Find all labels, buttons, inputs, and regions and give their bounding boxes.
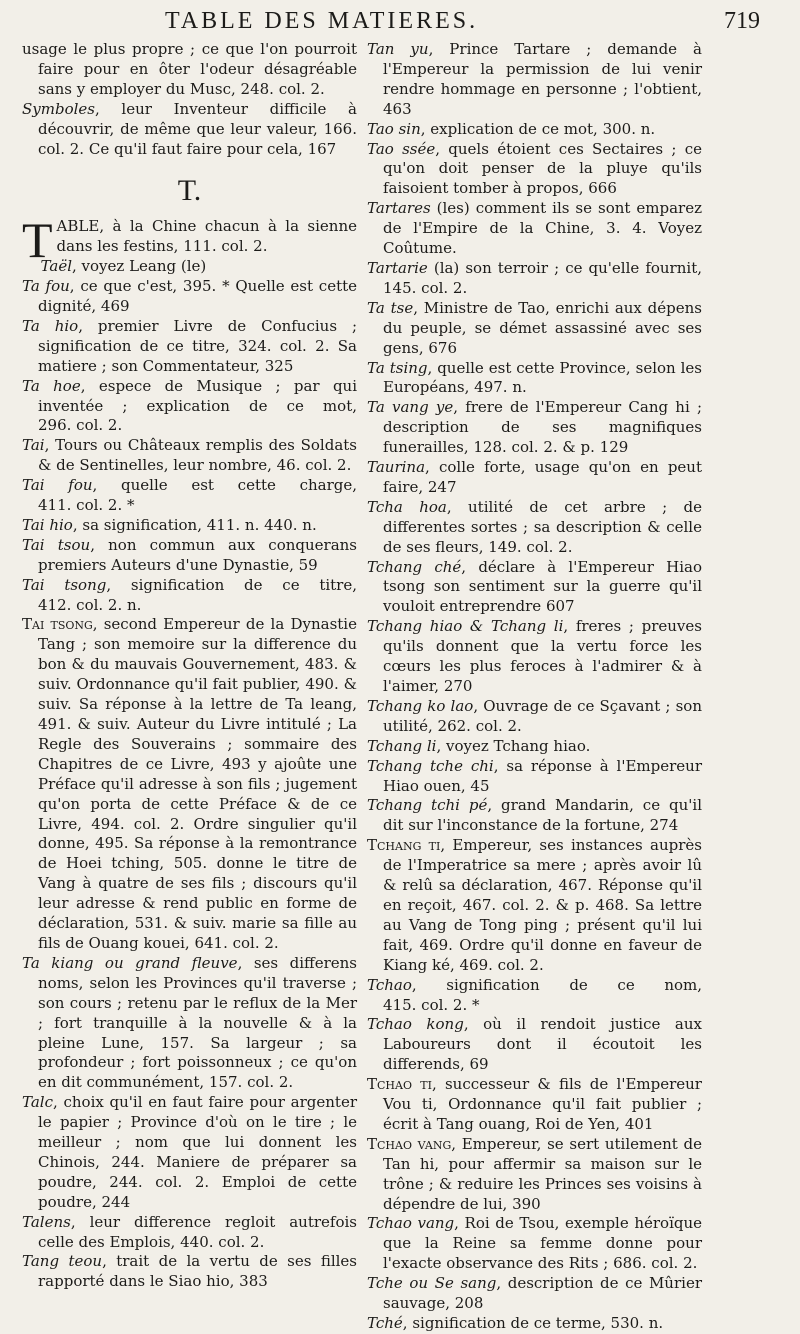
index-entry [367,697,702,737]
entry-text: , Empereur, ses instances auprès de l'Imperatrice sa mere ; après avoir lû & relû sa déclaration, 467. Réponse qu'il en reçoit, 467. col. 2. & p. 468. Sa lettre au Vang de Tong ping ; présent qu'il lui fait, 469. Ordre qu'il donne en faveur de Kiang ké, [383,836,702,974]
entry-heading: Talc [22,1093,53,1112]
entry-heading: Tchang ko lao [367,696,474,715]
entry-ref: 247 [427,477,457,496]
entry-ref: 248. col. 2. [240,79,325,98]
entry-heading: Ta tsing [367,358,428,377]
entry-text: , explication de ce mot, [420,119,598,138]
entry-ref: 676 [428,338,458,357]
entry-ref: 45 [470,776,490,795]
entry-heading: Tche ou Se sang [367,1274,497,1293]
entry-ref: 411. n. 440. n. [206,515,317,534]
index-entry [367,558,702,618]
entry-ref: 46. col. 2. [276,456,352,475]
entry-heading: Ta hoe [22,376,81,395]
index-entry [367,757,702,797]
index-entry [367,140,702,200]
entry-ref: 390 [512,1194,541,1213]
entry-text: , voyez Tchang hiao. [436,736,591,755]
entry-ref: 686. col. 2. [613,1254,698,1273]
left-column [22,40,357,1292]
entry-text: , ses differens noms, selon les Provinces qu'il traverse ; son cours ; retenu par le reflux de la Mer ; fort tranquille à la nouvelle & à la pleine Lune, 157. Sa largeur ; sa profondeur ; fort poissonneux ; ce qu'on en dit communément, [38,953,357,1092]
index-entry [22,576,357,616]
entry-ref: 111. col. 2. [183,237,268,256]
entry-text: , Roi de Tsou, exemple héroïque que la Reine sa femme donne pour l'exacte observance des Rits ; [383,1214,703,1273]
entry-ref: 244 [101,1192,131,1211]
entry-ref: 469 [100,296,130,315]
entry-text: , leur difference regloit autrefois celle des Emplois, [38,1212,357,1251]
entry-ref: 666 [588,179,617,198]
dropcap-letter: T [22,212,53,269]
index-entry [367,796,702,836]
entry-ref: 411. col. 2. * [38,496,135,515]
left-top-entries [22,40,357,159]
entry-heading: Tang teou [22,1252,103,1271]
entry-ref: 401 [624,1114,654,1133]
index-entry [367,299,702,359]
entry-heading: Tai fou [22,476,93,495]
entry-text: , premier Livre de Confucius ; signification de ce titre, 324. col. 2. Sa matiere ; son Commentateur, [38,316,357,375]
entry-heading: Tché [367,1314,403,1332]
entry-ref: 262. col. 2. [437,716,522,735]
entry-heading: Taël [40,257,73,276]
entry-heading: Tartarie [367,258,428,277]
index-entry [367,976,702,1016]
entry-heading: Tchao [367,975,412,994]
entry-heading: Ta kiang ou grand fleuve [22,953,238,972]
index-entry [22,100,357,160]
index-entry [22,1252,357,1292]
index-entry [367,498,702,558]
index-entry [367,259,702,299]
entry-ref: 128. col. 2. & p. 129 [473,438,629,457]
index-entry [22,317,357,377]
entry-text: (la) son terroir ; ce qu'elle fournit, [427,258,702,277]
entry-text: , signification de ce nom, [411,975,702,994]
letter-heading: T. [177,174,202,208]
left-entries [22,257,357,1292]
entry-ref: 641. col. 2. [194,933,279,952]
entry-heading: Tchao kong [367,1015,464,1034]
entry-text: usage le plus propre ; ce que l'on pourroit faire pour en ôter l'odeur désagréable sans y employer du Musc, [22,40,357,98]
entry-heading: Taurina [367,458,426,477]
right-column [367,40,702,1334]
entry-text: , trait de la vertu de ses filles rapporté dans le Siao hio, [38,1252,357,1291]
entry-text: , déclare à l'Empereur Hiao tsong son sentiment sur la guerre qu'il vouloit entreprendre [383,557,702,616]
entry-heading: Tan yu [367,40,429,58]
entry-text: , voyez Leang (le) [72,257,207,276]
entry-text: , leur Inventeur difficile à découvrir, de même que leur valeur, 166. col. 2. Ce qu'il faut faire pour cela, [38,99,357,158]
entry-ref: 440. col. 2. [180,1232,265,1251]
entry-heading: Tai tsou [22,535,91,554]
entry-ref: 463 [383,99,412,118]
entry-text: , freres ; preuves qu'ils donnent que la vertu force les cœurs les plus feroces à l'admirer & à l'aimer, [383,617,702,695]
entry-text: , signification de ce terme, [402,1314,606,1332]
entry-ref: 412. col. 2. n. [38,595,142,614]
entry-heading: Tao sin [367,119,421,138]
index-entry [367,458,702,498]
entry-heading: Tai tsong [22,615,93,634]
index-entry [367,398,702,458]
running-head [0,8,800,40]
entry-ref: 607 [545,597,575,616]
entry-ref: 469. col. 2. [459,955,544,974]
entry-ref: 270 [443,677,473,695]
entry-ref: 157. col. 2. [208,1073,294,1092]
entry-text: , Empereur, se sert utilement de Tan hi, pour affermir sa maison sur le trône ; & reduire les Princes ses voisins à dépendre de lui, [383,1134,702,1213]
index-entry [367,737,702,757]
entry-text: (les) comment ils se sont emparez de l'Empire de la Chine, 3. 4. Voyez Coûtume. [383,199,702,258]
index-entry [22,40,357,100]
entry-text: , où il rendoit justice aux Laboureurs dont il écoutoit les differends, [383,1015,702,1074]
entry-text: ABLE, à la Chine chacun à la sienne dans les festins, [56,217,357,256]
entry-ref: 530. n. [610,1314,664,1332]
entry-ref: 383 [239,1272,268,1291]
entry-heading: Tcha hoa [367,497,447,516]
entry-heading: Tartares [367,199,431,218]
entry-heading: Tchang tche chi [367,756,494,775]
entry-text: , Prince Tartare ; demande à l'Empereur la permission de lui venir rendre hommage en personne ; l'obtient, [383,40,702,98]
entry-text: , ce que c'est, 395. * Quelle est cette dignité, [38,277,357,315]
entry-heading: Tchao ti [367,1075,432,1094]
index-entry [367,40,702,120]
entry-ref: 69 [469,1055,489,1074]
entry-text: , second Empereur de la Dynastie Tang ; son memoire sur la difference du bon & du mauvais Gouvernement, 483. & suiv. Ordonnance qu'il fait publier, 490. & suiv. Sa réponse à la lettre de Ta leang, 491. & suiv. Auteur du Livre intitulé ; La Regle des Souverains ; sommaire des Chapitres de ce Livre, 493 y ajoûte une Préface qu'il adresse à son fils ; jugement qu'on porta de cette Préface & de ce Livre, 494. col. 2. Ordre singulier qu'il donne, 495. Sa réponse à la remontrance de Hoei tching, 505. donne le titre de Vang à quatre de ses fils ; discours qu'il leur adresse & rend public en forme de déclaration, 531. & suiv. marie sa fille au fils de Ouang kouei, [38,615,357,952]
entry-text: , sa réponse à l'Empereur Hiao ouen, [383,756,702,795]
index-entry [22,257,357,277]
entry-heading: Tchang ché [367,557,462,576]
index-entry [367,1274,702,1314]
entry-text: , colle forte, usage qu'on en peut faire, [383,458,702,496]
index-entry [367,1075,702,1135]
entry-heading: Tchang tchi pé [367,796,488,815]
index-entry [367,199,702,259]
entry-heading: Tchao vang [367,1134,452,1153]
entry-text: , description de ce Mûrier sauvage, [383,1274,702,1313]
entry-heading: Ta vang ye [367,398,454,417]
entry-text: , non commun aux conquerans premiers Auteurs d'une Dynastie, [38,535,357,574]
entry-text: , Ouvrage de ce Sçavant ; son utilité, [383,696,702,735]
entry-heading: Tchao vang [367,1214,455,1233]
entry-text: , frere de l'Empereur Cang hi ; description de ses magnifiques funerailles, [383,398,702,457]
index-entry [367,1214,702,1274]
index-entry [367,1314,702,1334]
index-entry [367,359,702,399]
entry-ref: 325 [264,356,294,375]
index-entry [22,615,357,953]
entry-heading: Talens [22,1212,71,1231]
entry-heading: Ta hio [22,316,79,335]
entry-heading: Tai tsong [22,575,107,594]
index-entry [22,377,357,437]
entry-heading: Ta fou [22,277,70,296]
index-entry [367,1015,702,1075]
entry-ref: 145. col. 2. [383,278,468,297]
entry-ref: 497. n. [474,378,527,397]
entry-ref: 167 [307,139,337,158]
entry-text: , utilité de cet arbre ; de differentes sortes ; sa description & celle de ses fleurs, [383,497,702,556]
entry-text: , espece de Musique ; par qui inventée ; explication de ce mot, [38,376,358,415]
page-number: 719 [724,8,760,34]
index-entry [22,476,357,516]
entry-heading: Ta tse [367,298,414,317]
entry-text: , grand Mandarin, ce qu'il dit sur l'inconstance de la fortune, [383,796,702,835]
entry-heading: Tao ssée [367,139,436,158]
index-entry [22,1213,357,1253]
entry-text: , successeur & fils de l'Empereur Vou ti, Ordonnance qu'il fait publier ; écrit à Tang ouang, Roi de Yen, [383,1075,702,1133]
entry-ref: 149. col. 2. [488,537,573,556]
entry-text: , Ministre de Tao, enrichi aux dépens du peuple, se démet assassiné avec ses gens, [383,298,702,357]
index-entry [22,536,357,576]
index-entry [367,1135,702,1215]
entry-text: , choix qu'il en faut faire pour argenter le papier ; Province d'où on le tire ; le meilleur ; nom que lui donnent les Chinois, 244. Maniere de préparer sa poudre, 244. col. 2. Emploi de cette poudre, [38,1093,357,1211]
entry-ref: 274 [649,816,679,835]
entry-heading: Tchang hiao & Tchang li [367,617,564,636]
entry-heading: Symboles [22,99,95,118]
entry-heading: Tai [22,436,45,455]
entry-ref: 415. col. 2. * [383,995,480,1014]
entry-ref: 208 [454,1294,484,1313]
entry-ref: 59 [298,555,318,574]
entry-text: , quelle est cette charge, [92,476,358,495]
index-entry [22,516,357,536]
entry-text: , sa signification, [72,515,202,534]
index-entry [367,617,702,697]
index-entry [22,277,357,317]
entry-text: , quels étoient ces Sectaires ; ce qu'on doit penser de la pluye qu'ils faisoient tomber à propos, [383,139,703,198]
entry-text: , Tours ou Châteaux remplis des Soldats & de Sentinelles, leur nombre, [38,436,357,475]
index-entry [367,120,702,140]
entry-ref: 296. col. 2. [38,416,123,435]
running-title: TABLE DES MATIERES. [165,8,479,34]
entry-heading: Tai hio [22,515,73,534]
right-entries [367,40,702,1334]
index-entry [367,836,702,975]
entry-text: , signification de ce titre, [106,575,357,594]
entry-heading: Tchang ti [367,836,441,855]
index-entry [22,436,357,476]
entry-heading: Tchang li [367,736,437,755]
entry-text: , quelle est cette Province, selon les Européans, [383,358,702,397]
index-entry [22,954,357,1093]
entry-ref: 300. n. [602,119,656,138]
index-entry [22,1093,357,1212]
